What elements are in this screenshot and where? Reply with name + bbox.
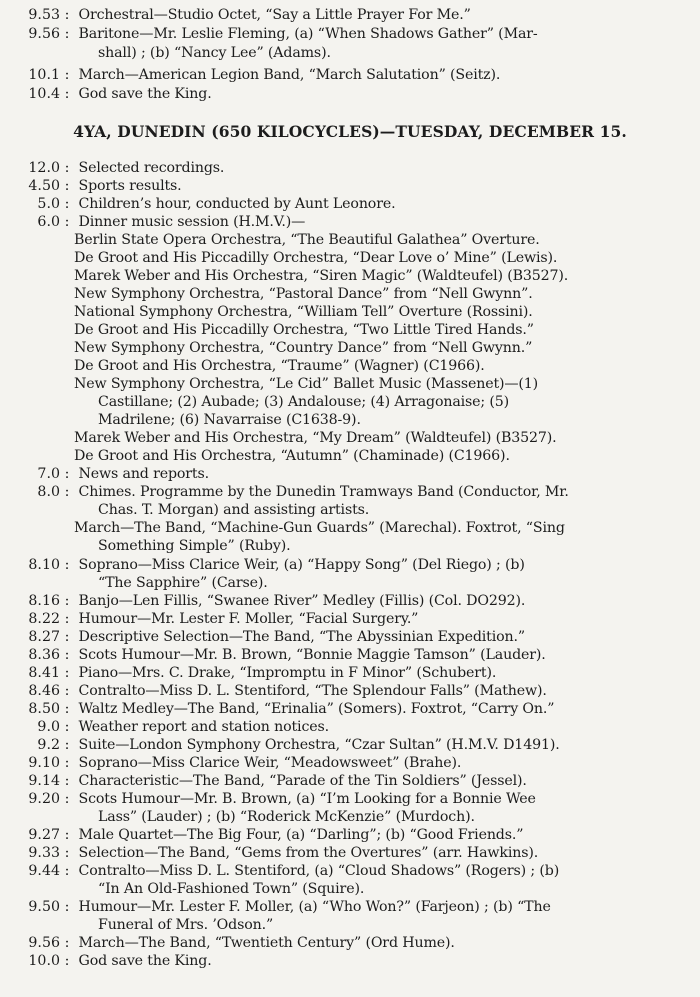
programme-entry: 8.10 : Soprano—Miss Clarice Weir, (a) “Happy Song” (Del Riego) ; (b): [6, 556, 692, 574]
dinner-item: De Groot and His Piccadilly Orchestra, “Two Little Tired Hands.”: [74, 322, 534, 338]
entry-time: 9.56: [28, 935, 60, 951]
programme-entry: 9.56 : Baritone—Mr. Leslie Fleming, (a) “When Shadows Gather” (Mar-: [6, 25, 692, 43]
entry-time: 4.50: [28, 178, 60, 194]
entry-text: Selected recordings.: [78, 160, 225, 176]
entry-text: Children’s hour, conducted by Aunt Leonore.: [78, 196, 396, 212]
programme-entry: 12.0 : Selected recordings.: [6, 159, 692, 177]
entry-continuation: shall) ; (b) “Nancy Lee” (Adams).: [98, 45, 331, 61]
entry-continuation: Chas. T. Morgan) and assisting artists.: [98, 502, 370, 518]
entry-time: 10.4: [28, 86, 60, 102]
entry-text: Weather report and station notices.: [78, 719, 329, 735]
programme-entry: 10.0 : God save the King.: [6, 952, 692, 970]
entry-time: 5.0: [37, 196, 60, 212]
entry-text: Humour—Mr. Lester F. Moller, “Facial Surgery.”: [78, 611, 419, 627]
entry-time: 8.27: [28, 629, 60, 645]
entry-time: 9.53: [28, 7, 60, 23]
entry-time: 10.1: [28, 67, 60, 83]
dinner-item: National Symphony Orchestra, “William Tell” Overture (Rossini).: [74, 304, 533, 320]
entry-text: Contralto—Miss D. L. Stentiford, “The Splendour Falls” (Mathew).: [78, 683, 547, 699]
entry-time: 9.27: [28, 827, 60, 843]
entry-time: 8.36: [28, 647, 60, 663]
entry-text: Characteristic—The Band, “Parade of the Tin Soldiers” (Jessel).: [78, 773, 527, 789]
entry-time: 8.46: [28, 683, 60, 699]
programme-entry: 9.2 : Suite—London Symphony Orchestra, “Czar Sultan” (H.M.V. D1491).: [6, 736, 692, 754]
entry-text: Chimes. Programme by the Dunedin Tramways Band (Conductor, Mr.: [78, 484, 569, 500]
entry-text: Contralto—Miss D. L. Stentiford, (a) “Cloud Shadows” (Rogers) ; (b): [78, 863, 560, 879]
programme-entry: 9.0 : Weather report and station notices.: [6, 718, 692, 736]
dinner-item: New Symphony Orchestra, “Le Cid” Ballet Music (Massenet)—(1): [74, 376, 539, 392]
dinner-item: De Groot and His Orchestra, “Autumn” (Chaminade) (C1966).: [74, 448, 510, 464]
programme-entry: 9.56 : March—The Band, “Twentieth Century” (Ord Hume).: [6, 934, 692, 952]
entry-text: God save the King.: [78, 86, 212, 102]
entry-text: News and reports.: [78, 466, 209, 482]
march-line: March—The Band, “Machine-Gun Guards” (Marechal). Foxtrot, “Sing: [74, 520, 565, 536]
dinner-item: New Symphony Orchestra, “Country Dance” from “Nell Gwynn.”: [74, 340, 533, 356]
entry-time: 7.0: [37, 466, 60, 482]
programme-entry: 5.0 : Children’s hour, conducted by Aunt Leonore.: [6, 195, 692, 213]
dinner-item: De Groot and His Orchestra, “Traume” (Wagner) (C1966).: [74, 358, 485, 374]
entry-text: Male Quartet—The Big Four, (a) “Darling”; (b) “Good Friends.”: [78, 827, 524, 843]
programme-entry: 10.4 : God save the King.: [6, 85, 692, 103]
dinner-item: New Symphony Orchestra, “Pastoral Dance” from “Nell Gwynn”.: [74, 286, 533, 302]
dinner-item: De Groot and His Piccadilly Orchestra, “Dear Love o’ Mine” (Lewis).: [74, 250, 558, 266]
dinner-item: Berlin State Opera Orchestra, “The Beautiful Galathea” Overture.: [74, 232, 540, 248]
programme-entry: 4.50 : Sports results.: [6, 177, 692, 195]
entry-time: 8.50: [28, 701, 60, 717]
entry-text: Dinner music session (H.M.V.)—: [78, 214, 306, 230]
entry-time: 9.0: [37, 719, 60, 735]
programme-entry: 9.20 : Scots Humour—Mr. B. Brown, (a) “I’m Looking for a Bonnie Wee: [6, 790, 692, 808]
programme-entry: 8.46 : Contralto—Miss D. L. Stentiford, “The Splendour Falls” (Mathew).: [6, 682, 692, 700]
entry-text: March—American Legion Band, “March Salutation” (Seitz).: [78, 67, 501, 83]
programme-entry: 9.44 : Contralto—Miss D. L. Stentiford, (a) “Cloud Shadows” (Rogers) ; (b): [6, 862, 692, 880]
entry-text: God save the King.: [78, 953, 212, 969]
entry-text: Humour—Mr. Lester F. Moller, (a) “Who Won?” (Farjeon) ; (b) “The: [78, 899, 551, 915]
entry-time: 9.44: [28, 863, 60, 879]
entry-continuation: Funeral of Mrs. ’Odson.”: [98, 917, 274, 933]
march-continuation: Something Simple” (Ruby).: [98, 538, 291, 554]
entry-text: March—The Band, “Twentieth Century” (Ord Hume).: [78, 935, 455, 951]
programme-entry: 9.53 : Orchestral—Studio Octet, “Say a Little Prayer For Me.”: [6, 6, 692, 24]
entry-text: Suite—London Symphony Orchestra, “Czar Sultan” (H.M.V. D1491).: [78, 737, 560, 753]
entry-time: 8.16: [28, 593, 60, 609]
station-heading: 4YA, DUNEDIN (650 KILOCYCLES)—TUESDAY, DECEMBER 15.: [73, 122, 627, 141]
programme-entry: 9.14 : Characteristic—The Band, “Parade of the Tin Soldiers” (Jessel).: [6, 772, 692, 790]
programme-entry: 8.27 : Descriptive Selection—The Band, “The Abyssinian Expedition.”: [6, 628, 692, 646]
entry-continuation: Lass” (Lauder) ; (b) “Roderick McKenzie” (Murdoch).: [98, 809, 475, 825]
entry-text: Selection—The Band, “Gems from the Overtures” (arr. Hawkins).: [78, 845, 539, 861]
programme-entry: 9.50 : Humour—Mr. Lester F. Moller, (a) “Who Won?” (Farjeon) ; (b) “The: [6, 898, 692, 916]
programme-entry: 7.0 : News and reports.: [6, 465, 692, 483]
entry-continuation: “In An Old-Fashioned Town” (Squire).: [98, 881, 365, 897]
programme-entry: 6.0 : Dinner music session (H.M.V.)—: [6, 213, 692, 231]
entry-text: Scots Humour—Mr. B. Brown, “Bonnie Maggie Tamson” (Lauder).: [78, 647, 546, 663]
dinner-item: Marek Weber and His Orchestra, “My Dream” (Waldteufel) (B3527).: [74, 430, 557, 446]
entry-text: Soprano—Miss Clarice Weir, (a) “Happy Song” (Del Riego) ; (b): [78, 557, 525, 573]
entry-text: Soprano—Miss Clarice Weir, “Meadowsweet” (Brahe).: [78, 755, 462, 771]
entry-text: Banjo—Len Fillis, “Swanee River” Medley (Fillis) (Col. DO292).: [78, 593, 526, 609]
entry-continuation: “The Sapphire” (Carse).: [98, 575, 268, 591]
entry-time: 9.20: [28, 791, 60, 807]
entry-text: Scots Humour—Mr. B. Brown, (a) “I’m Looking for a Bonnie Wee: [78, 791, 536, 807]
dinner-item-continuation: Castillane; (2) Aubade; (3) Andalouse; (4) Arragonaise; (5): [98, 394, 510, 410]
entry-text: Sports results.: [78, 178, 182, 194]
entry-time: 9.14: [28, 773, 60, 789]
programme-entry: 8.41 : Piano—Mrs. C. Drake, “Impromptu in F Minor” (Schubert).: [6, 664, 692, 682]
entry-time: 12.0: [28, 160, 60, 176]
programme-entry: 10.1 : March—American Legion Band, “March Salutation” (Seitz).: [6, 66, 692, 84]
entry-text: Baritone—Mr. Leslie Fleming, (a) “When Shadows Gather” (Mar-: [78, 26, 538, 42]
entry-text: Descriptive Selection—The Band, “The Abyssinian Expedition.”: [78, 629, 525, 645]
entry-time: 8.41: [28, 665, 60, 681]
entry-time: 6.0: [37, 214, 60, 230]
entry-time: 8.0: [37, 484, 60, 500]
entry-time: 9.33: [28, 845, 60, 861]
entry-time: 9.10: [28, 755, 60, 771]
entry-text: Piano—Mrs. C. Drake, “Impromptu in F Minor” (Schubert).: [78, 665, 497, 681]
entry-text: Waltz Medley—The Band, “Erinalia” (Somers). Foxtrot, “Carry On.”: [78, 701, 555, 717]
entry-time: 9.56: [28, 26, 60, 42]
programme-entry: 9.27 : Male Quartet—The Big Four, (a) “Darling”; (b) “Good Friends.”: [6, 826, 692, 844]
entry-text: Orchestral—Studio Octet, “Say a Little Prayer For Me.”: [78, 7, 471, 23]
entry-time: 10.0: [28, 953, 60, 969]
programme-entry: 8.50 : Waltz Medley—The Band, “Erinalia” (Somers). Foxtrot, “Carry On.”: [6, 700, 692, 718]
entry-time: 9.2: [37, 737, 60, 753]
entry-time: 8.10: [28, 557, 60, 573]
programme-entry: 9.10 : Soprano—Miss Clarice Weir, “Meadowsweet” (Brahe).: [6, 754, 692, 772]
programme-entry: 8.22 : Humour—Mr. Lester F. Moller, “Facial Surgery.”: [6, 610, 692, 628]
programme-entry: 8.0 : Chimes. Programme by the Dunedin Tramways Band (Conductor, Mr.: [6, 483, 692, 501]
programme-entry: 9.33 : Selection—The Band, “Gems from the Overtures” (arr. Hawkins).: [6, 844, 692, 862]
dinner-item: Marek Weber and His Orchestra, “Siren Magic” (Waldteufel) (B3527).: [74, 268, 569, 284]
programme-entry: 8.16 : Banjo—Len Fillis, “Swanee River” Medley (Fillis) (Col. DO292).: [6, 592, 692, 610]
dinner-item-continuation: Madrilene; (6) Navarraise (C1638-9).: [98, 412, 361, 428]
programme-entry: 8.36 : Scots Humour—Mr. B. Brown, “Bonnie Maggie Tamson” (Lauder).: [6, 646, 692, 664]
entry-time: 8.22: [28, 611, 60, 627]
entry-time: 9.50: [28, 899, 60, 915]
